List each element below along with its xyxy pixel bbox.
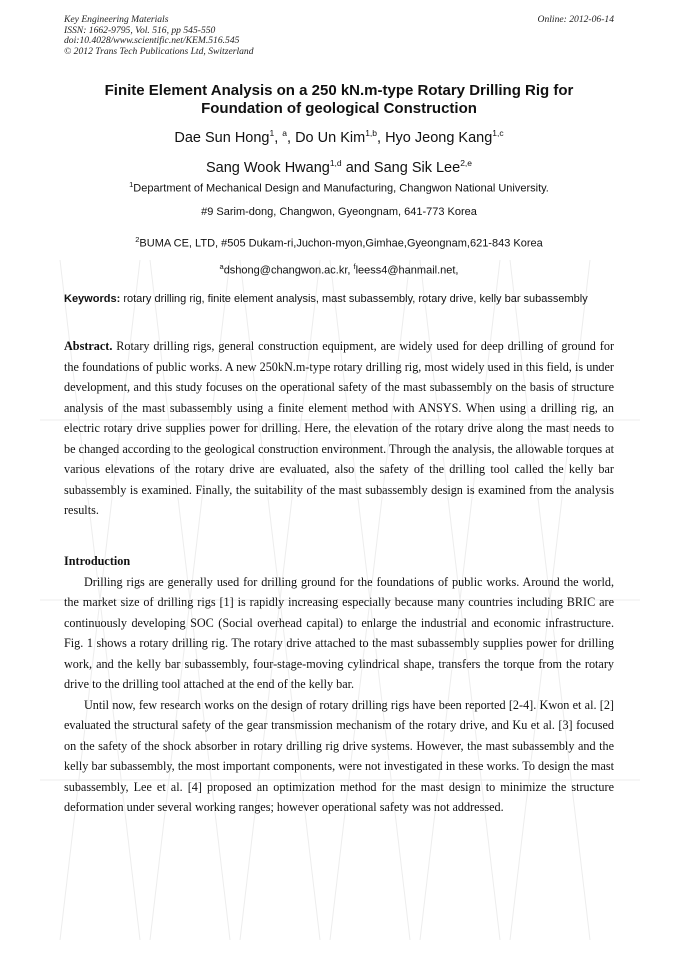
email-sup: a — [219, 262, 224, 271]
author-name: Dae Sun Hong — [174, 129, 270, 146]
author-name: Do Un Kim — [295, 129, 366, 146]
keywords-label: Keywords: — [64, 293, 121, 305]
issn-line: ISSN: 1662-9795, Vol. 516, pp 545-550 — [64, 24, 216, 36]
affiliation-1-address: #9 Sarim-dong, Changwon, Gyeongnam, 641-773 Korea — [201, 206, 477, 218]
affiliation-sup: 1 — [129, 180, 134, 189]
body-paragraph: Until now, few research works on the design of rotary drilling rigs have been reported [2-4]. Kwon et al. [2] evaluated the structural safety of the gear transmission mechanism of the rotary drive, and Ku et al. [3] focused on the safety of the shock absorber in rotary drilling rig drive systems. However, the mast subassembly and the kelly bar subassembly, the most important components, were not investigated in these works. To design the mast subassembly, Lee et al. [4] proposed an optimization method for the mast design to minimize the structure deformation under several working ranges; however operational safety was not addressed. — [64, 697, 614, 814]
abstract-block — [64, 336, 614, 521]
author-line-2 — [64, 151, 614, 181]
abstract-text: Rotary drilling rigs, general construction equipment, are widely used for deep drilling of ground for the foundations of public works. A new 250kN.m-type rotary drilling rig, most widely used in this field, is under development, and this study focuses on the operational safety of the mast subassembly on the basis of structure analysis of the mast subassembly using a finite element method with ANSYS. When using a drilling rig, an electric rotary drive supplies power for drilling. Here, the elevation of the rotary drive along the mast needs to be changed according to the geological construction environment. Through the analysis, the allowable torques at various elevations of the rotary drive are evaluated, also the safety of the drilling tool called the kelly bar subassembly is examined. Finally, the suitability of the mast subassembly design is examined from the analysis results. — [64, 339, 614, 517]
title-line-2: Foundation of geological Construction — [201, 100, 477, 117]
affiliation-2 — [64, 233, 614, 251]
paper-title — [64, 82, 614, 118]
author-sup: a — [282, 128, 288, 138]
affiliation-1 — [64, 178, 614, 196]
abstract-label: Abstract. — [64, 339, 113, 353]
abstract-paragraph — [64, 336, 614, 521]
copyright-line: © 2012 Trans Tech Publications Ltd, Switzerland — [64, 45, 254, 57]
author-list — [64, 121, 614, 181]
journal-name: Key Engineering Materials — [64, 14, 169, 25]
email-line — [64, 260, 614, 278]
body-paragraph: Drilling rigs are generally used for drilling ground for the foundations of public works. Around the world, the market size of drilling rigs [1] is rapidly increasing especially because many countries including BRIC are continuously developing SOC (Social overhead capital) to enlarge the industrial and economic infrastructure. Fig. 1 shows a rotary drilling rig. The rotary drive attached to the mast subassembly supplies power for drilling work, and the kelly bar subassembly, four-stage-moving cylindrical shape, transfers the torque from the rotary drive to the drilling tool attached at the end of the kelly bar. — [64, 574, 614, 691]
keywords-text: rotary drilling rig, finite element analysis, mast subassembly, rotary drive, kelly bar subassembly — [123, 293, 588, 305]
author-sup: 1 — [269, 128, 275, 138]
section-heading: Introduction — [64, 554, 131, 568]
affiliation-text: BUMA CE, LTD, #505 Dukam-ri,Juchon-myon,Gimhae,Gyeongnam,621-843 Korea — [139, 237, 543, 250]
online-date: Online: 2012-06-14 — [537, 14, 614, 25]
author-and: and — [345, 159, 370, 176]
keywords-block — [64, 292, 614, 306]
title-line-1: Finite Element Analysis on a 250 kN.m-type Rotary Drilling Rig for — [104, 82, 574, 99]
email-sup: f — [353, 262, 356, 271]
email-address[interactable]: leess4@hanmail.net, — [355, 264, 459, 277]
author-sup: 1,c — [492, 128, 504, 138]
journal-header — [64, 15, 614, 57]
author-sup: 1,b — [365, 128, 378, 138]
author-sup: 1,d — [329, 157, 342, 168]
affiliation-text: Department of Mechanical Design and Manufacturing, Changwon National University. — [133, 182, 549, 195]
introduction-section — [64, 551, 614, 818]
author-name: Hyo Jeong Kang — [385, 129, 493, 146]
affiliation-sup: 2 — [135, 235, 140, 244]
author-name: Sang Wook Hwang — [205, 159, 330, 176]
email-address[interactable]: dshong@changwon.ac.kr, — [223, 264, 351, 277]
doi-line: doi:10.4028/www.scientific.net/KEM.516.545 — [64, 35, 240, 47]
author-line-1: Dae Sun Hong$^1$, $^a$, Do Un Kim$^{1,b}$, Hyo Jeong Kang$^{1,c}$ — [174, 128, 504, 146]
author-sup: 2,e — [460, 157, 473, 168]
author-name: Sang Sik Lee — [373, 159, 461, 176]
